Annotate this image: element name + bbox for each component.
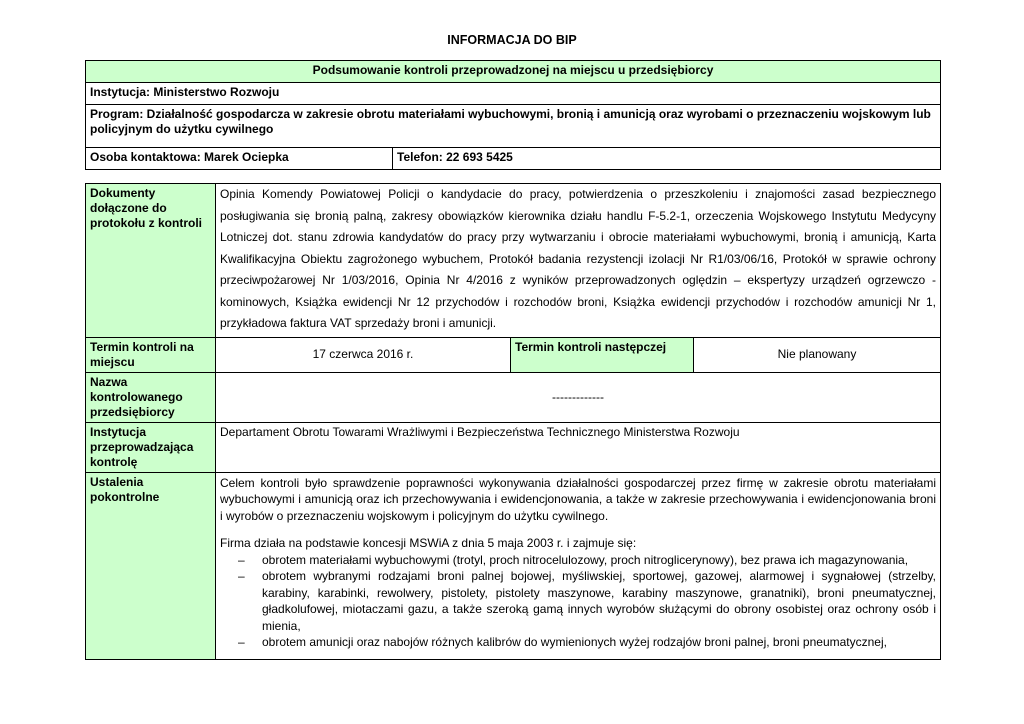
findings-list [220,552,936,651]
findings-label: Ustalenia pokontrolne [86,472,216,659]
control-date-value: 17 czerwca 2016 r. [216,337,511,372]
list-item: – obrotem wybranymi rodzajami broni palnej bojowej, myśliwskiej, sportowej, gazowej, alarmowej i sygnałowej (strzelby, karabiny, karabinki, rewolwery, pistolety, pistolety maszynowe, karabiny maszynowe, granatniki), broni pneumatycznej, gładkolufowej, miotaczami gazu, a także szeroką gamą innych wyrobów służącymi do obrony osobistej oraz ochrony osób i mienia, [220,568,936,634]
institution-cell: Instytucja: Ministerstwo Rozwoju [86,83,941,105]
details-table [85,183,941,660]
conducting-institution-label: Instytucja przeprowadzająca kontrolę [86,422,216,472]
contact-person-cell: Osoba kontaktowa: Marek Ociepka [86,148,393,170]
company-value: ------------- [216,372,941,422]
findings-intro: Celem kontroli było sprawdzenie poprawności wykonywania działalności gospodarczej przez firmę w zakresie obrotu materiałami wybuchowymi i amunicją oraz ich przechowywania i ewidencjonowania, a także w zakresie przechowywania i ewidencjonowania broni i wyrobów o przeznaczeniu wojskowym i policyjnym do użytku cywilnego. [220,475,936,523]
program-cell: Program: Działalność gospodarcza w zakresie obrotu materiałami wybuchowymi, bronią i amunicją oraz wyrobami o przeznaczeniu wojskowym lub policyjnym do użytku cywilnego [86,105,941,148]
next-control-value: Nie planowany [694,337,941,372]
company-label: Nazwa kontrolowanego przedsiębiorcy [86,372,216,422]
conducting-institution-value: Departament Obrotu Towarami Wrażliwymi i Bezpieczeństwa Technicznego Ministerstwa Rozwoju [216,422,941,472]
list-item: – obrotem amunicji oraz nabojów różnych kalibrów do wymienionych wyżej rodzajów broni palnej, broni pneumatycznej, [220,634,936,651]
summary-heading: Podsumowanie kontroli przeprowadzonej na miejscu u przedsiębiorcy [86,61,941,83]
documents-label: Dokumenty dołączone do protokołu z kontroli [86,184,216,338]
documents-value: Opinia Komendy Powiatowej Policji o kandydacie do pracy, potwierdzenia o przeszkoleniu i znajomości zasad bezpiecznego posługiwania się bronią palną, zakresy obowiązków kierownika działu handlu F-5.2-1, orzeczenia Wojskowego Instytutu Medycyny Lotniczej dot. stanu zdrowia kandydatów do pracy przy wytwarzaniu i obrocie materiałami wybuchowymi, bronią i amunicją, Karta Kwalifikacyjna Obiektu zagrożonego wybuchem, Protokół badania rezystencji izolacji Nr R1/03/06/16, Protokół w sprawie ochrony przeciwpożarowej Nr 1/03/2016, Opinia Nr 4/2016 z wyników przeprowadzonych oględzin – ekspertyzy urządzeń ogrzewczo - kominowych, Książka ewidencji Nr 12 przychodów i rozchodów broni, Książka ewidencji przychodów i rozchodów amunicji Nr 1, przykładowa faktura VAT sprzedaży broni i amunicji. [216,184,941,338]
control-date-label: Termin kontroli na miejscu [86,337,216,372]
findings-cell [216,472,941,659]
next-control-label: Termin kontroli następczej [511,337,694,372]
list-item: – obrotem materiałami wybuchowymi (trotyl, proch nitrocelulozowy, proch nitroglicerynowy), bez prawa ich magazynowania, [220,552,936,569]
phone-cell: Telefon: 22 693 5425 [393,148,941,170]
document-title: INFORMACJA DO BIP [447,33,577,47]
findings-basis: Firma działa na podstawie koncesji MSWiA z dnia 5 maja 2003 r. i zajmuje się: [220,536,637,550]
summary-table [85,60,941,170]
